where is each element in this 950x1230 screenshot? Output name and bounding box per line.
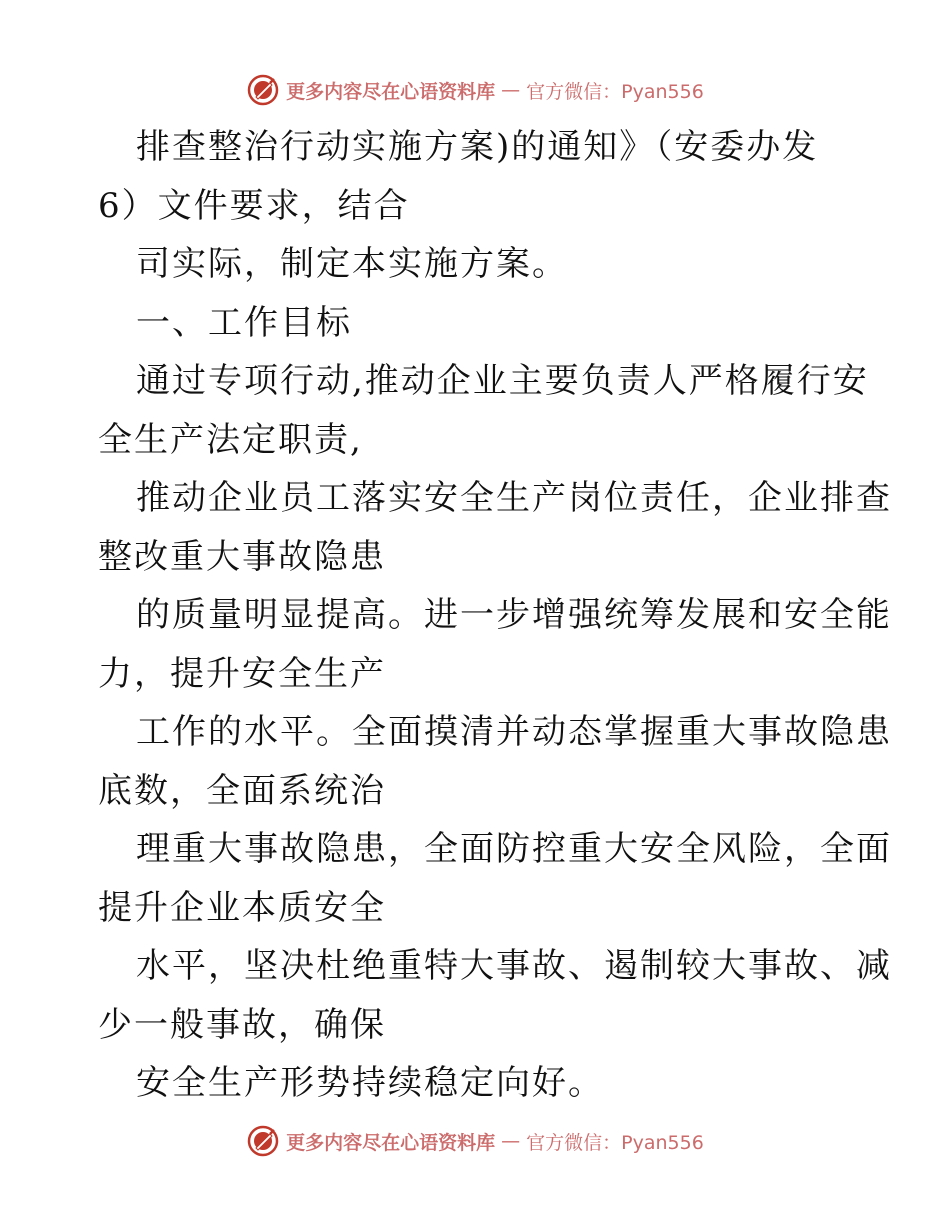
pen-logo-icon xyxy=(246,1124,280,1158)
text-line: 整改重大事故隐患 xyxy=(98,536,386,577)
watermark-separator: — xyxy=(501,79,521,101)
header-watermark xyxy=(0,70,950,110)
watermark-contact: 官方微信：Pyan556 xyxy=(526,1131,704,1154)
section-heading: 一、工作目标 xyxy=(136,302,352,343)
document-body xyxy=(98,118,892,1113)
text-line: 力，提升安全生产 xyxy=(98,653,386,694)
footer-watermark xyxy=(0,1121,950,1161)
pen-logo-icon xyxy=(246,73,280,107)
text-line: 提升企业本质安全 xyxy=(98,887,386,928)
text-line: 的质量明显提高。进一步增强统筹发展和安全能 xyxy=(136,595,892,635)
text-line: 底数，全面系统治 xyxy=(98,770,386,811)
text-line: 水平，坚决杜绝重特大事故、遏制较大事故、减 xyxy=(136,946,892,986)
text-line: 工作的水平。全面摸清并动态掌握重大事故隐患 xyxy=(136,712,892,752)
watermark-brand: 更多内容尽在心语资料库 xyxy=(286,80,496,103)
watermark-contact: 官方微信：Pyan556 xyxy=(526,80,704,103)
text-line: 6）文件要求，结合 xyxy=(98,185,410,226)
text-line: 理重大事故隐患，全面防控重大安全风险，全面 xyxy=(136,829,892,869)
text-line: 推动企业员工落实安全生产岗位责任，企业排查 xyxy=(136,478,892,518)
watermark-brand: 更多内容尽在心语资料库 xyxy=(286,1131,496,1154)
text-line: 通过专项行动,推动企业主要负责人严格履行安 xyxy=(136,361,869,401)
text-line: 少一般事故，确保 xyxy=(98,1004,386,1045)
text-line: 全生产法定职责, xyxy=(98,419,363,460)
watermark-separator: — xyxy=(501,1130,521,1152)
text-line: 排查整治行动实施方案)的通知》（安委办发 xyxy=(136,127,819,167)
text-line: 司实际，制定本实施方案。 xyxy=(136,244,568,284)
text-line: 安全生产形势持续稳定向好。 xyxy=(136,1063,604,1103)
